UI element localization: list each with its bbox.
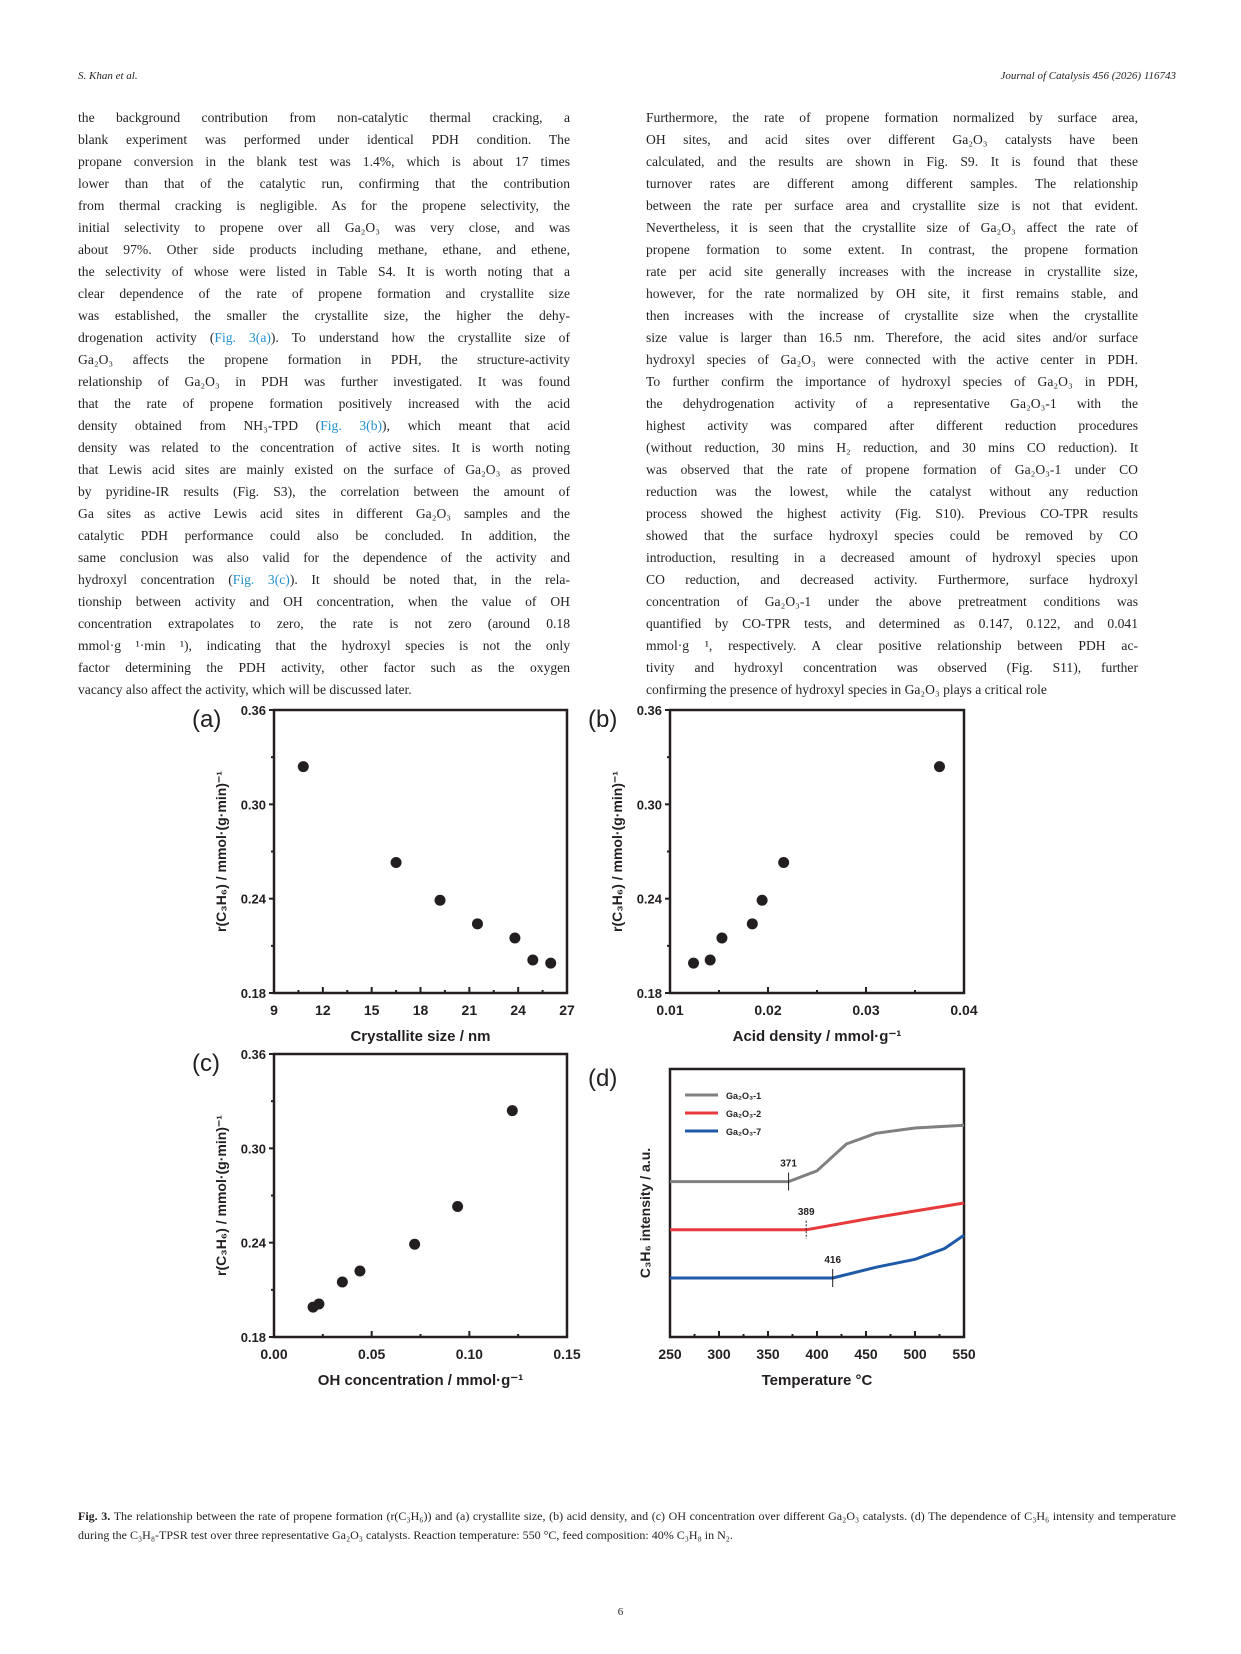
x-tick-label: 550 [952,1346,976,1362]
text-line: factor determining the PDH activity, other factor such as the oxygen [78,660,570,675]
x-tick-label: 0.01 [656,1002,684,1018]
x-tick-label: 450 [854,1346,878,1362]
text-line: about 97%. Other side products including methane, ethane, and ethene, [78,242,570,257]
text-line: mmol·g ¹, respectively. A clear positive relationship between PDH ac- [646,638,1138,653]
x-tick-label: 12 [315,1002,331,1018]
onset-label: 371 [780,1158,797,1170]
x-tick-label: 0.15 [553,1346,581,1362]
x-axis-label: Temperature °C [761,1372,873,1389]
x-tick-label: 27 [559,1002,575,1018]
text-line: that the rate of propene formation positively increased with the acid [78,396,570,411]
text-line: drogenation activity (Fig. 3(a)). To understand how the crystallite size of [78,330,570,345]
x-tick-label: 500 [903,1346,927,1362]
text-line: tivity and hydroxyl concentration was observed (Fig. S11), further [646,660,1138,675]
panel-label: (b) [588,706,618,733]
figure-link[interactable]: Fig. 3(a) [214,330,271,345]
y-tick-label: 0.18 [240,986,266,1001]
y-tick-label: 0.18 [240,1330,266,1345]
y-axis-label: r(C₃H₆) / mmol·(g·min)⁻¹ [609,771,625,932]
figure-link[interactable]: Fig. 3(b) [320,418,383,433]
running-header-authors: S. Khan et al. [78,70,138,82]
text-line: density was related to the concentration of active sites. It is worth noting [78,440,570,455]
text-line: relationship of Ga₂O₃ in PDH was further investigated. It was found [78,374,570,389]
text-line: between the rate per surface area and crystallite size is not that evident. [646,198,1138,213]
legend-label: Ga₂O₃-2 [726,1109,762,1119]
data-point [409,1239,420,1250]
x-axis-label: Acid density / mmol·g⁻¹ [732,1028,902,1045]
x-tick-label: 0.00 [260,1346,288,1362]
x-tick-label: 0.10 [455,1346,483,1362]
caption-label: Fig. 3. [78,1509,111,1523]
text-line: the dehydrogenation activity of a representative Ga₂O₃-1 with the [646,396,1138,411]
x-tick-label: 350 [756,1346,780,1362]
text-line: initial selectivity to propene over all Ga₂O₃ was very close, and was [78,220,570,235]
x-tick-label: 0.02 [754,1002,782,1018]
data-point [507,1105,518,1116]
y-tick-label: 0.24 [240,891,266,907]
panel-label: (a) [192,706,222,733]
data-point [545,958,556,969]
x-tick-label: 0.04 [950,1002,978,1018]
text-line: by pyridine-IR results (Fig. S3), the correlation between the amount of [78,484,570,499]
text-line: reduction was the lowest, while the catalyst without any reduction [646,484,1138,499]
running-header-journal: Journal of Catalysis 456 (2026) 116743 [1000,70,1176,82]
figure-link[interactable]: Fig. 3(c) [232,572,290,587]
text-line: quantified by CO-TPR tests, and determined as 0.147, 0.122, and 0.041 [646,616,1138,631]
text-line: blank experiment was performed under identical PDH condition. The [78,132,570,147]
data-point [747,918,758,929]
data-point [435,895,446,906]
data-point [313,1298,324,1309]
data-point [509,932,520,943]
text-line: clear dependence of the rate of propene formation and crystallite size [78,286,570,301]
x-axis-label: OH concentration / mmol·g⁻¹ [317,1372,524,1389]
text-line: To further confirm the importance of hydroxyl species of Ga₂O₃ in PDH, [646,374,1138,389]
x-tick-label: 24 [510,1002,526,1018]
data-point [934,761,945,772]
y-axis-label: r(C₃H₆) / mmol·(g·min)⁻¹ [213,771,229,932]
text-line: hydroxyl concentration (Fig. 3(c)). It should be noted that, in the rela- [78,572,570,587]
text-line: however, for the rate normalized by OH site, it first remains stable, and [646,286,1138,301]
text-line: tionship between activity and OH concentration, when the value of OH [78,594,570,609]
onset-label: 389 [797,1206,815,1218]
text-line: propene formation to some extent. In contrast, the propene formation [646,242,1138,257]
y-axis-label: C₃H₆ intensity / a.u. [637,1147,653,1279]
text-line: then increases with the increase of crystallite size when the crystallite [646,308,1138,323]
text-line: OH sites, and acid sites over different Ga₂O₃ catalysts have been [646,132,1138,147]
y-tick-label: 0.36 [240,703,266,718]
text-line: CO reduction, and decreased activity. Furthermore, surface hydroxyl [646,572,1138,587]
text-line: introduction, resulting in a decreased amount of hydroxyl species upon [646,550,1138,565]
y-tick-label: 0.24 [636,891,662,907]
data-point [391,857,402,868]
x-tick-label: 0.05 [358,1346,386,1362]
caption-text: The relationship between the rate of propene formation (r(C₃H₆)) and (a) crystallite size, (b) acid density, and (c) OH concentration over different Ga₂O₃ catalysts. (d) The dependence of C₃H₆ intensity and temperature during the C₃H₈-TPSR test over three representative Ga₂O₃ catalysts. Reaction temperature: 550 °C, feed composition: 40% C₃H₈ in N₂. [78,1509,1177,1542]
data-point [354,1265,365,1276]
data-point [688,958,699,969]
text-line: Ga sites as active Lewis acid sites in different Ga₂O₃ samples and the [78,506,570,521]
text-line: vacancy also affect the activity, which will be discussed later. [78,682,412,697]
data-point [705,954,716,965]
panel-label: (d) [588,1065,618,1092]
series-line [670,1203,964,1230]
chart-panel-b [588,703,978,1045]
text-line: turnover rates are different among different samples. The relationship [646,176,1138,191]
text-line: highest activity was compared after different reduction procedures [646,418,1138,433]
x-tick-label: 400 [805,1346,829,1362]
text-line: the selectivity of whose were listed in Table S4. It is worth noting that a [78,264,570,279]
legend-label: Ga₂O₃-7 [726,1127,762,1137]
x-tick-label: 300 [707,1346,731,1362]
text-line: was observed that the rate of propene formation of Ga₂O₃-1 under CO [646,462,1138,477]
text-line: hydroxyl species of Ga₂O₃ were connected with the active center in PDH. [646,352,1138,367]
text-line: density obtained from NH₃-TPD (Fig. 3(b)), which meant that acid [78,418,571,433]
text-line: was established, the smaller the crystallite size, the higher the dehy- [78,308,570,323]
text-line: (without reduction, 30 mins H₂ reduction, and 30 mins CO reduction). It [646,440,1138,455]
text-line: showed that the surface hydroxyl species could be removed by CO [646,528,1138,543]
page-number: 6 [617,1606,624,1618]
text-line: rate per acid site generally increases with the increase in crystallite size, [646,264,1138,279]
y-tick-label: 0.36 [240,1047,266,1062]
y-tick-label: 0.18 [636,986,662,1001]
panel-label: (c) [192,1050,220,1077]
text-line: Ga₂O₃ affects the propene formation in PDH, the structure-activity [78,352,570,367]
chart-panel-d [588,1065,976,1389]
data-point [337,1276,348,1287]
text-line: the background contribution from non-catalytic thermal cracking, a [78,110,570,125]
x-tick-label: 15 [363,1002,380,1018]
data-point [757,895,768,906]
text-line: Furthermore, the rate of propene formation normalized by surface area, [646,110,1138,125]
text-line: catalytic PDH performance could also be concluded. In addition, the [78,528,570,543]
text-line: propane conversion in the blank test was 1.4%, which is about 17 times [78,154,570,169]
series-line [670,1235,964,1278]
onset-label: 416 [824,1255,842,1267]
data-point [452,1201,463,1212]
text-line: process showed the highest activity (Fig. S10). Previous CO-TPR results [646,506,1138,521]
x-tick-label: 18 [412,1002,429,1018]
y-tick-label: 0.36 [636,703,662,718]
text-line: calculated, and the results are shown in Fig. S9. It is found that these [646,154,1138,169]
text-line: Nevertheless, it is seen that the crystallite size of Ga₂O₃ affect the rate of [646,220,1138,235]
data-point [472,918,483,929]
y-tick-label: 0.30 [636,797,662,813]
x-tick-label: 21 [461,1002,478,1018]
series-line [670,1125,964,1181]
x-tick-label: 0.03 [852,1002,880,1018]
text-line: from thermal cracking is negligible. As for the propene selectivity, the [78,198,570,213]
legend-label: Ga₂O₃-1 [726,1091,762,1101]
data-point [716,932,727,943]
text-line: mmol·g ¹·min ¹), indicating that the hydroxyl species is not the only [78,638,570,653]
data-point [298,761,309,772]
text-line: concentration of Ga₂O₃-1 under the above pretreatment conditions was [646,594,1138,609]
text-line: size value is larger than 16.5 nm. Therefore, the acid sites and/or surface [646,330,1138,345]
x-tick-label: 9 [270,1002,278,1018]
text-line: lower than that of the catalytic run, confirming that the contribution [78,176,570,191]
figure-caption [78,1507,1176,1545]
text-line: same conclusion was also valid for the dependence of the activity and [78,550,570,565]
chart-panel-a [192,703,575,1045]
y-tick-label: 0.30 [240,797,266,813]
y-tick-label: 0.24 [240,1235,266,1251]
x-axis-label: Crystallite size / nm [350,1028,491,1045]
data-point [778,857,789,868]
y-tick-label: 0.30 [240,1141,266,1157]
text-line: concentration extrapolates to zero, the rate is not zero (around 0.18 [78,616,570,631]
chart-panel-c [192,1047,581,1389]
x-tick-label: 250 [658,1346,682,1362]
data-point [527,954,538,965]
y-axis-label: r(C₃H₆) / mmol·(g·min)⁻¹ [213,1115,229,1276]
text-line: that Lewis acid sites are mainly existed on the surface of Ga₂O₃ as proved [78,462,570,477]
text-line: confirming the presence of hydroxyl species in Ga₂O₃ plays a critical role [646,682,1047,697]
